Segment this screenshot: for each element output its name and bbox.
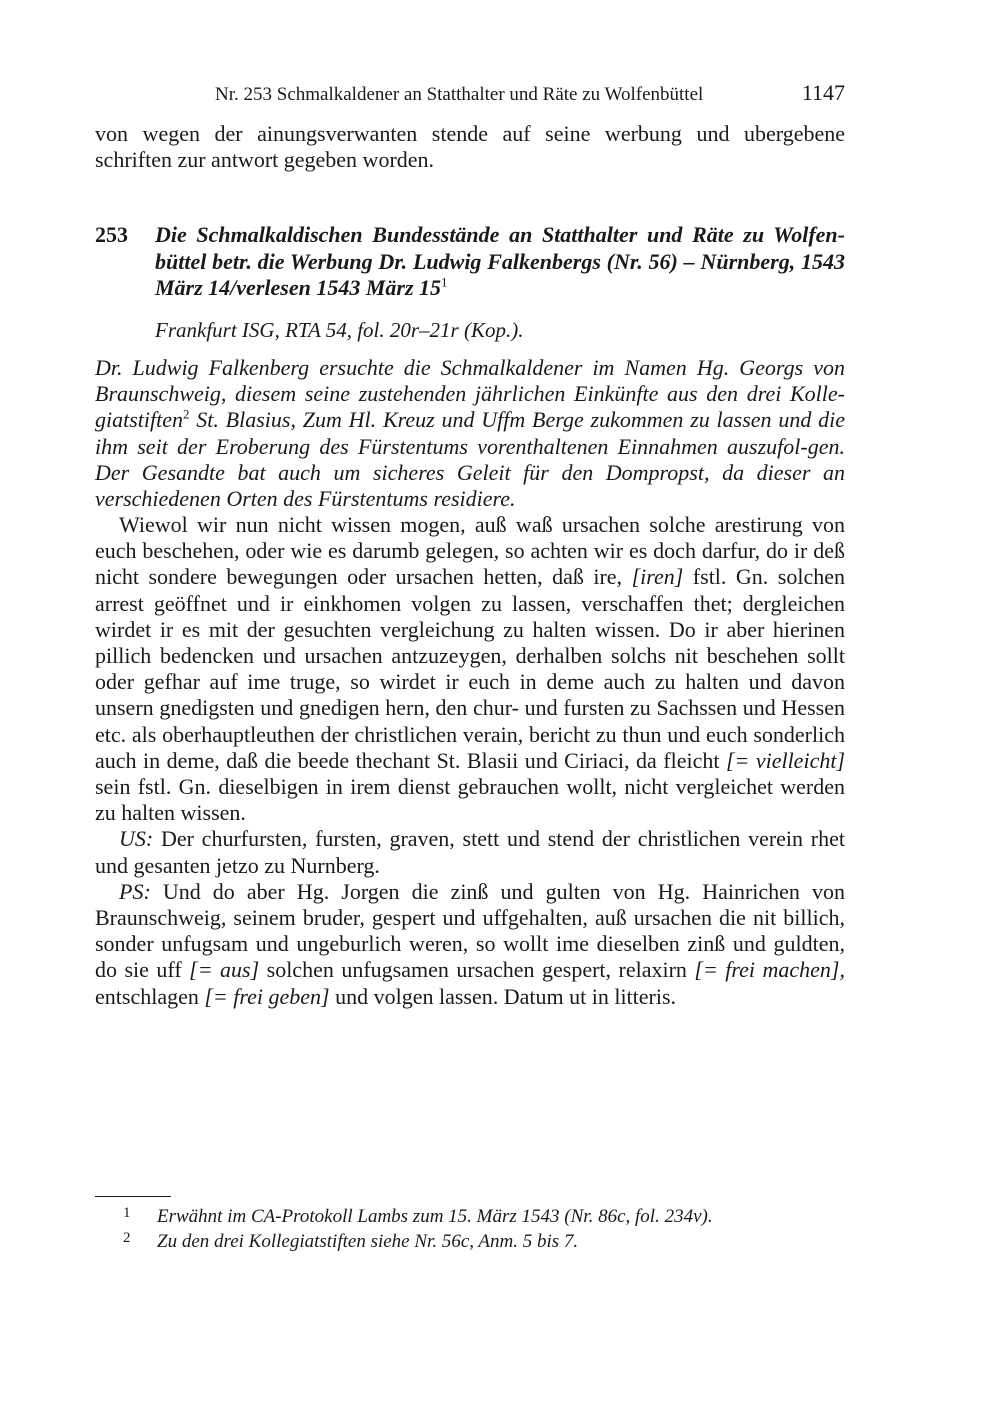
body-text: solchen unfugsamen ursachen gespert, relaxirn xyxy=(259,957,695,983)
footnote-divider xyxy=(95,1196,171,1197)
footnote-number: 2 xyxy=(123,1230,131,1246)
document-title xyxy=(155,222,845,302)
summary-text-2: St. Blasius, Zum Hl. Kreuz und Uffm Berge zukommen zu lassen und die ihm seit der Eroberung des Fürstentums vorenthaltenen Einnahmen auszufol-gen. Der Gesandte bat auch um sicheres Geleit für den Dompropst, da dieser an verschiedenen Orten des Fürstentums residiere. xyxy=(95,407,845,512)
editorial-note: [= frei machen], xyxy=(694,957,845,983)
footnote-ref-1: 1 xyxy=(441,274,448,290)
body-text: Wiewol wir nun nicht wissen mogen, auß waß ursachen solche arestirung von euch beschehen, oder wie es darumb gelegen, so achten wir es doch darfur, do ir deß nicht sondere bewegungen oder ursachen hetten, daß ire, xyxy=(95,512,845,590)
body-text: fstl. Gn. solchen arrest geöffnet und ir einkhomen volgen zu lassen, verschaffen thet; dergleichen wirdet ir es mit der gesuchten vergleichung zu halten wissen. Do ir aber hierinen pillich bedencken und ursachen antzuzeygen, derhalben solchs nit beschehen sollt oder gefhar auf ime truge, so wirdet ir euch in deme auch zu halten und davon unsern gnedigsten und gnedigen hern, den chur- und fursten zu Sachssen und Hessen etc. als oberhauptleuthen der christlichen verain, bericht zu thun und euch sonderlich auch in deme, daß die beede thechant St. Blasii und Ciriaci, da fleicht xyxy=(95,564,846,773)
body-text: Der churfursten, fursten, graven, stett und stend der christlichen verein rhet und gesanten jetzo zu Nurnberg. xyxy=(95,826,845,878)
body-text: entschlagen xyxy=(95,983,205,1009)
running-head xyxy=(95,80,845,110)
summary-paragraph xyxy=(95,355,845,512)
footnote xyxy=(95,1204,845,1229)
footnote-number: 1 xyxy=(123,1205,131,1221)
footnote-text: Zu den drei Kollegiatstiften siehe Nr. 56c, Anm. 5 bis 7. xyxy=(157,1231,579,1252)
body-paragraph xyxy=(95,512,845,826)
summary-text-1: Dr. Ludwig Falkenberg ersuchte die Schmalkaldener im Namen Hg. Georgs von Braunschweig, diesem seine zustehenden jährlichen Einkünfte aus den drei Kolle-giatstiften xyxy=(95,355,845,433)
document-heading xyxy=(95,222,845,302)
ps-paragraph xyxy=(95,879,845,1010)
us-paragraph xyxy=(95,826,845,878)
us-label: US: xyxy=(119,826,154,852)
editorial-note: [= frei geben] xyxy=(204,983,330,1009)
running-head-title: Nr. 253 Schmalkaldener an Statthalter und Räte zu Wolfenbüttel xyxy=(215,84,704,105)
continuation-paragraph: von wegen der ainungsverwanten stende auf seine werbung und ubergebene schriften zur antwort gegeben worden. xyxy=(95,121,845,173)
page-number: 1147 xyxy=(801,80,845,105)
footnote-text: Erwähnt im CA-Protokoll Lambs zum 15. März 1543 (Nr. 86c, fol. 234v). xyxy=(157,1206,713,1227)
body-text: sein fstl. Gn. dieselbigen in irem dienst gebrauchen wollt, nicht vergleichet werden zu halten wissen. xyxy=(95,774,845,826)
editorial-note: [iren] xyxy=(631,564,684,590)
footnote-ref-2: 2 xyxy=(183,407,190,423)
document-number: 253 xyxy=(95,222,128,247)
footnote xyxy=(95,1229,845,1254)
body-text: und volgen lassen. Datum ut in litteris. xyxy=(329,983,677,1009)
footnotes xyxy=(95,1204,845,1254)
editorial-note: [= aus] xyxy=(189,957,260,983)
body-text: Und do aber Hg. Jorgen die zinß und gulten von Hg. Hainrichen von Braunschweig, seinem bruder, gespert und uffgehalten, auß ursachen die nit billich, sonder unfugsam und ungeburlich weren, so wollt ime dieselben zinß und guldten, do sie uff xyxy=(95,878,845,983)
source-citation: Frankfurt ISG, RTA 54, fol. 20r–21r (Kop.). xyxy=(155,318,524,342)
ps-label: PS: xyxy=(119,878,151,904)
document-body xyxy=(95,512,845,1010)
document-title-text: Die Schmalkaldischen Bundesstände an Statthalter und Räte zu Wolfen-büttel betr. die Werbung Dr. Ludwig Falkenbergs (Nr. 56) – Nürnberg, 1543 März 14/verlesen 1543 März 15 xyxy=(155,222,845,300)
editorial-note: [= vielleicht] xyxy=(725,747,846,773)
